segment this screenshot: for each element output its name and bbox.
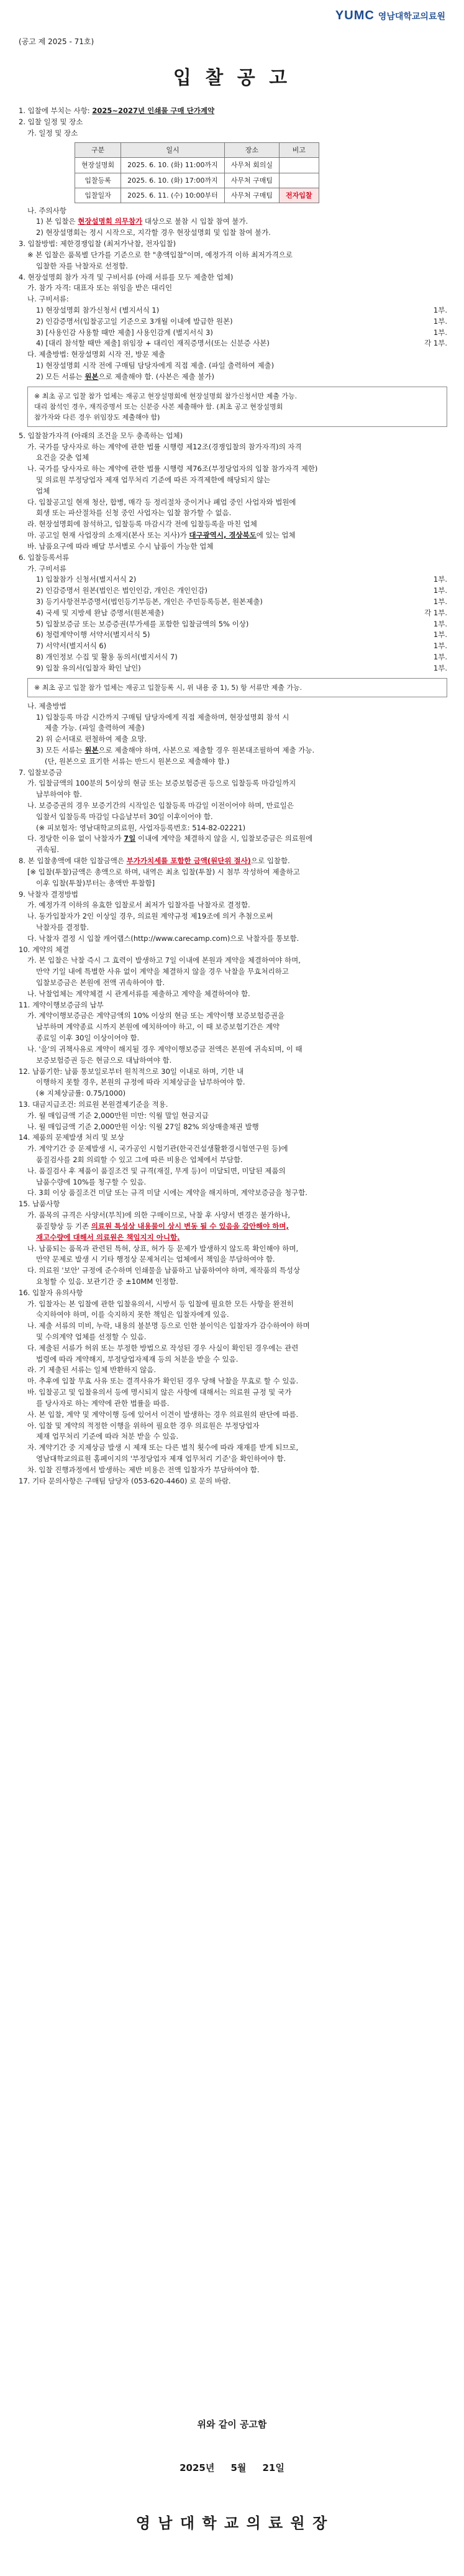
schedule-table (75, 142, 319, 203)
doc-item: 7) 서약서(별지서식 6) 1부. (36, 641, 447, 651)
doc-item: 1) 입찰참가 신청서(별지서식 2) 1부. (36, 575, 447, 584)
section-2-ga: 가. 일정 및 장소 (27, 128, 78, 137)
table-row: 입찰등록 2025. 6. 10. (화) 17:00까지 사무처 구매팀 (75, 173, 319, 188)
footer-date: 2025년 5월 21일 (180, 2462, 284, 2473)
section-3-title: 3. 입찰방법: 제한경쟁입찰 (최저가낙찰, 전자입찰) (19, 239, 176, 249)
section-6-title: 6. 입찰등록서류 (19, 552, 70, 562)
footer-org: 영 남 대 학 교 의 료 원 장 (135, 2514, 329, 2532)
section-11-title: 11. 계약이행보증금의 납부 (19, 1000, 104, 1009)
doc-item: 3) [사용인감 사용할 때만 제출] 사용인감계 (별지서식 3) 1부. (36, 328, 447, 337)
doc-item: 6) 청렴계약이행 서약서(별지서식 5) 1부. (36, 630, 447, 639)
section-4-title: 4. 현장설명회 참가 자격 및 구비서류 (아래 서류를 모두 제출한 업체) (19, 272, 234, 282)
doc-item: 9) 입찰 유의서(입찰자 확인 날인) 1부. (36, 663, 447, 672)
notice-box: ※ 최초 공고 입찰 참가 업체는 재공고 입찰등록 시, 위 내용 중 1), 5) 항 서류만 제출 가능. (27, 678, 447, 697)
notice-number: (공고 제 2025 - 71호) (19, 37, 94, 46)
footer-statement: 위와 같이 공고함 (197, 2419, 267, 2430)
section-2-note-2: 2) 현장설명회는 정시 시작으로, 지각할 경우 현장설명회 및 입찰 참여 불가. (36, 228, 271, 237)
section-5-title: 5. 입찰참가자격 (아래의 조건을 모두 충족하는 업체) (19, 431, 183, 440)
doc-item: 4) 국세 및 지방세 완납 증명서(원본제출) 각 1부. (36, 608, 447, 617)
section-1: 1. 입찰에 부치는 사항: 2025~2027년 인쇄물 구매 단가계약 (19, 106, 215, 115)
section-17: 17. 기타 문의사항은 구매팀 담당자 (053-620-4460) 로 문의 바람. (19, 1476, 231, 1485)
section-2-note-1: 1) 본 입찰은 현장설명회 의무참가 대상으로 불참 시 입찰 참여 불가. (36, 217, 248, 226)
table-header-row: 구분 일시 장소 비고 (75, 143, 319, 158)
section-8: 8. 본 입찰총액에 대한 입찰금액은 부가가치세를 포함한 금액(원단위 절사)으로 입찰함. (19, 856, 290, 866)
section-15-title: 15. 납품사항 (19, 1199, 60, 1209)
section-14-title: 14. 제품의 문제발생 처리 및 보상 (19, 1133, 124, 1142)
section-2-na: 나. 주의사항 (27, 206, 66, 215)
section-12-title: 12. 납품기한: 납품 통보일로부터 원칙적으로 30일 이내로 하며, 기한 내 (19, 1066, 244, 1076)
section-7-title: 7. 입찰보증금 (19, 768, 63, 777)
doc-item: 5) 입찰보증금 또는 보증증권(부가세를 포함한 입찰금액의 5% 이상) 1부. (36, 619, 447, 628)
doc-item: 2) 인감증명서 원본(법인은 법인인감, 개인은 개인인감) 1부. (36, 586, 447, 595)
doc-item: 4) [대리 참석할 때만 제출] 위임장 + 대리인 재직증명서(또는 신분증 사본) 각 1부. (36, 339, 447, 348)
section-13-title: 13. 대금지급조건: 의료원 본원결제기준을 적용. (19, 1099, 168, 1109)
notice-box: ※ 최초 공고 입찰 참가 업체는 재공고 현장설명회에 현장설명회 참가신청서만 제출 가능. 대리 참석인 경우, 재직증명서 또는 신분증 사본 제출해야 함. (최초 공고 현장설명회 참가자와 다른 경우 위임장도 제출해야 함) (27, 387, 447, 427)
section-9-title: 9. 낙찰자 결정방법 (19, 889, 79, 899)
doc-item: 1) 현장설명회 참가신청서 (별지서식 1) 1부. (36, 305, 447, 314)
org-logo (335, 9, 445, 23)
section-16-title: 16. 입찰자 유의사항 (19, 1288, 83, 1297)
logo-text: 영남대학교의료원 (378, 11, 445, 22)
notice-body: 1. 입찰에 부치는 사항: 2025~2027년 인쇄물 구매 단가계약 2. 입찰 일정 및 장소 가. 일정 및 장소 구분 일시 장소 비고 현장설명회 2025. 6. 10. (화) 11:00까지 사무처 회의실 입찰등록 2025. 6. 10. (화) 17:00까지 사무처 구매팀 입찰일자 2025. 6. 11. (수) 10:00부터 사무처 구매팀 전자입찰 나. 주의사항 1) 본 입찰은 현장설명회 의무참가 대상으로 불참 시 입찰 참여 불가. 2) 현장설명회는 정시 시작으로, 지각할 경우 현장설명회 및 입찰 참여 불가. 3. 입찰방법: 제한경쟁입찰 (최저가낙찰, 전자입찰) ※ 본 입찰은 품목별 단가를 기준으로 한 "총액입찰"이며, 예정가격 이하 최저가격으로 입찰한 자를 낙찰자로 선정함. 4. 현장설명회 참가 자격 및 구비서류 (아래 서류를 모두 제출한 업체) 가. 참가 자격: 대표자 또는 위임을 받은 대리인 나. 구비서류: 1) 현장설명회 참가신청서 (별지서식 1) 1부. 2) 인감증명서(입찰공고일 기준으로 3개월 이내에 발급한 원본) 1부. 3) [사용인감 사용할 때만 제출] 사용인감계 (별지서식 3) 1부. 4) [대리 참석할 때만 제출] 위임장 + 대리인 재직증명서(또는 신분증 사본) 각 1부. 다. 제출방법: 현장설명회 시작 전, 방문 제출 1) 현장설명회 시작 전에 구매팀 담당자에게 직접 제출. (파일 출력하여 제출) 2) 모든 서류는 원본으로 제출해야 함. (사본은 제출 불가) ※ 최초 공고 입찰 참가 업체는 재공고 현장설명회에 현장설명회 참가신청서만 제출 가능. 대리 참석인 경우, 재직증명서 또는 신분증 사본 제출해야 함. (최초 공고 현장설명회 참가자와 다른 경우 위임장도 제출해야 함) 5. 입찰참가자격 (아래의 조건을 모두 충족하는 업체) 가. 국가를 당사자로 하는 계약에 관한 법률 시행령 제12조(경쟁입찰의 참가자격)의 자격 요건을 갖춘 업체 나. 국가를 당사자로 하는 계약에 관한 법률 시행령 제76조(부정당업자의 입찰 참가자격 제한) 및 의료원 부정당업자 제재 업무처리 기준에 따른 자격제한에 해당되지 않는 업체 다. 입찰공고일 현재 청산, 합병, 매각 등 정리절차 중이거나 폐업 중인 사업자와 법원에 회생 또는 파산절차를 신청 중인 사업자는 입찰 참가할 수 없음. 라. 현장설명회에 참석하고, 입찰등록 마감시각 전에 입찰등록을 마친 업체 마. 공고일 현재 사업장의 소재지(본사 또는 지사)가 대구광역시, 경상북도에 있는 업체 바. 납품요구에 따라 배달 부서별로 수시 납품이 가능한 업체 6. 입찰등록서류 가. 구비서류 1) 입찰참가 신청서(별지서식 2) 1부. 2) 인감증명서 원본(법인은 법인인감, 개인은 개인인감) 1부. 3) 등기사항전부증명서(법인등기부등본, 개인은 주민등록등본, 원본제출) 1부. 4) 국세 및 지방세 완납 증명서(원본제출) 각 1부. 5) 입찰보증금 또는 보증증권(부가세를 포함한 입찰금액의 5% 이상) 1부. 6) 청렴계약이행 서약서(별지서식 5) 1부. 7) 서약서(별지서식 6) 1부. 8) 개인정보 수집 및 활용 동의서(별지서식 7) 1부. 9) 입찰 유의서(입찰자 확인 날인) 1부. ※ 최초 공고 입찰 참가 업체는 재공고 입찰등록 시, 위 내용 중 1), 5) 항 서류만 제출 가능. 나. 제출방법 1) 입찰등록 마감 시간까지 구매팀 담당자에게 직접 제출하며, 현장설명회 참석 시 제출 가능. (파일 출력하여 제출) 2) 위 순서대로 편철하여 제출 요망. 3) 모든 서류는 원본으로 제출해야 하며, 사본으로 제출할 경우 원본대조필하여 제출 가능. (단, 원본으로 표기한 서류는 반드시 원본으로 제출해야 함.) 7. 입찰보증금 가. 입찰금액의 100분의 5이상의 현금 또는 보증보험증권 등으로 입찰등록 마감일까지 납부하여야 함. 나. 보증증권의 경우 보증기간의 시작일은 입찰등록 마감일 이전이어야 하며, 만료일은 입찰서 입찰등록 마감일 다음날부터 30일 이후이어야 함. (※ 피보험자: 영남대학교의료원, 사업자등록번호: 514-82-02221) 다. 정당한 이유 없이 낙찰자가 7일 이내에 계약을 체결하지 않을 시, 입찰보증금은 의료원에 귀속됨. 8. 본 입찰총액에 대한 입찰금액은 부가가치세를 포함한 금액(원단위 절사)으로 입찰함. [※ 입찰(투찰)금액은 총액으로 하며, 내역은 최초 입찰(투찰) 시 첨부 작성하여 제출하고 이후 입찰(투찰)부터는 총액만 투찰함] 9. 낙찰자 결정방법 가. 예정가격 이하의 유효한 입찰로서 최저가 입찰자를 낙찰자로 결정함. 나. 동가입찰자가 2인 이상일 경우, 의료원 계약규정 제19조에 의거 추첨으로써 낙찰자를 결정함. 다. 낙찰자 결정 시 입찰 캐어랩스(http://www.carecamp.com)으로 낙찰자를 통보함. 10. 계약의 체결 가. 본 입찰은 낙찰 즉시 그 효력이 발생하고 7일 이내에 본원과 계약을 체결하여야 하며, 만약 기일 내에 특별한 사유 없이 계약을 체결하지 않을 경우 낙찰을 무효처리하고 입찰보증금은 본원에 전액 귀속하여야 함. 나. 낙찰업체는 계약체결 시 관계서류를 제출하고 계약을 체결하여야 함. 11. 계약이행보증금의 납부 가. 계약이행보증금은 계약금액의 10% 이상의 현금 또는 계약이행 보증보험증권을 납부하며 계약종료 시까지 본원에 예치하여야 하고, 이 때 보증보험기간은 계약 종료일 이후 30일 이상이어야 함. 나. '을'의 귀책사유로 계약이 해지될 경우 계약이행보증금 전액은 본원에 귀속되며, 이 때 보증보험증권 등은 현금으로 대납하여야 함. 12. 납품기한: 납품 통보일로부터 원칙적으로 30일 이내로 하며, 기한 내 이행하지 못할 경우, 본원의 규정에 따라 지체상금을 납부하여야 함. (※ 지체상금률: 0.75/1000) 13. 대금지급조건: 의료원 본원결제기준을 적용. 가. 월 매입금액 기준 2,000만원 미만: 익월 말일 현금지급 나. 월 매입금액 기준 2,000만원 이상: 익월 27일 82% 외상매출채권 발행 14. 제품의 문제발생 처리 및 보상 가. 계약기간 중 문제발생 시, 국가공인 시험기관(한국건설생활환경시험연구원 등)에 품질검사를 2회 의뢰할 수 있고 그에 따른 비용은 업체에서 부담함. 나. 품질검사 후 제품이 품질조건 및 규격(재질, 무게 등)이 미달되면, 미달된 제품의 납품수량에 10%를 청구할 수 있음. 다. 3회 이상 품질조건 미달 또는 규격 미달 시에는 계약을 해지하며, 계약보증금을 청구함. 15. 납품사항 가. 품목의 규격은 사양서(부칙)에 의한 구매이므로, 낙찰 후 사양서 변경은 불가하나, 품질향상 등 기존 의료원 특성상 내용물이 상시 변동 될 수 있음을 감안해야 하며, 재고수량에 대해서 의료원은 책임지지 아니함. 나. 납품되는 품목과 관련된 특허, 상표, 허가 등 문제가 발생하지 않도록 확인해야 하며, 만약 문제로 발생 시 기타 행정상 문제처리는 업체에서 책임을 부담하여야 함. 다. 의료원 '보안' 규정에 준수하며 인쇄물을 납품하고 납품하여야 하며, 제작품의 특성상 요청할 수 있음. 보관기간 중 ±10MM 인정함. 16. 입찰자 유의사항 가. 입찰자는 본 입찰에 관한 입찰유의서, 시방서 등 입찰에 필요한 모든 사항을 완전히 숙지하여야 하며, 이를 숙지하지 못한 책임은 입찰자에게 있음. 나. 제출 서류의 미비, 누락, 내용의 불분명 등으로 인한 불이익은 입찰자가 감수하여야 하며 및 수의계약 업체를 선정할 수 있음. 다. 제출된 서류가 허위 또는 부정한 방법으로 작성된 경우 사실이 확인된 경우에는 관련 법령에 따라 계약해지, 부정당업자제재 등의 처분을 받을 수 있음. 라. 기 제출된 서류는 일체 반환하지 않음. 마. 추후에 입찰 무효 사유 또는 결격사유가 확인된 경우 당해 낙찰을 무효로 할 수 있음. 바. 입찰공고 및 입찰유의서 등에 명시되지 않은 사항에 대해서는 의료원 규정 및 국가 를 당사자로 하는 계약에 관한 법률을 따름. 사. 본 입찰, 계약 및 계약이행 등에 있어서 이견이 발생하는 경우 의료원의 판단에 따름. 아. 입찰 및 계약의 적정한 이행을 위하여 필요한 경우 의료원은 부정당업자 제재 업무처리 기준에 따라 처분 받을 수 있음. 자. 계약기간 중 지제상금 발생 시 제재 또는 다른 벌칙 횟수에 따라 재재를 받게 되므로, 영남대학교의료원 홈페이지의 '부정당업자 제재 업무처리 기준'을 확인하여야 함. 차. 입찰 진행과정에서 발생하는 제반 비용은 전액 입찰자가 부담하여야 함. 17. 기타 문의사항은 구매팀 담당자 (053-620-4460) 로 문의 바람. (19, 106, 447, 1487)
logo-mark: YUMC (335, 9, 375, 22)
page-title: 입 찰 공 고 (173, 67, 291, 89)
doc-item: 8) 개인정보 수집 및 활용 동의서(별지서식 7) 1부. (36, 653, 447, 662)
doc-item: 3) 등기사항전부증명서(법인등기부등본, 개인은 주민등록등본, 원본제출) 1부. (36, 597, 447, 606)
section-10-title: 10. 계약의 체결 (19, 945, 70, 954)
section-2-title: 2. 입찰 일정 및 장소 (19, 117, 83, 126)
table-row: 입찰일자 2025. 6. 11. (수) 10:00부터 사무처 구매팀 전자입찰 (75, 188, 319, 203)
table-row: 현장설명회 2025. 6. 10. (화) 11:00까지 사무처 회의실 (75, 158, 319, 173)
doc-item: 2) 인감증명서(입찰공고일 기준으로 3개월 이내에 발급한 원본) 1부. (36, 316, 447, 326)
